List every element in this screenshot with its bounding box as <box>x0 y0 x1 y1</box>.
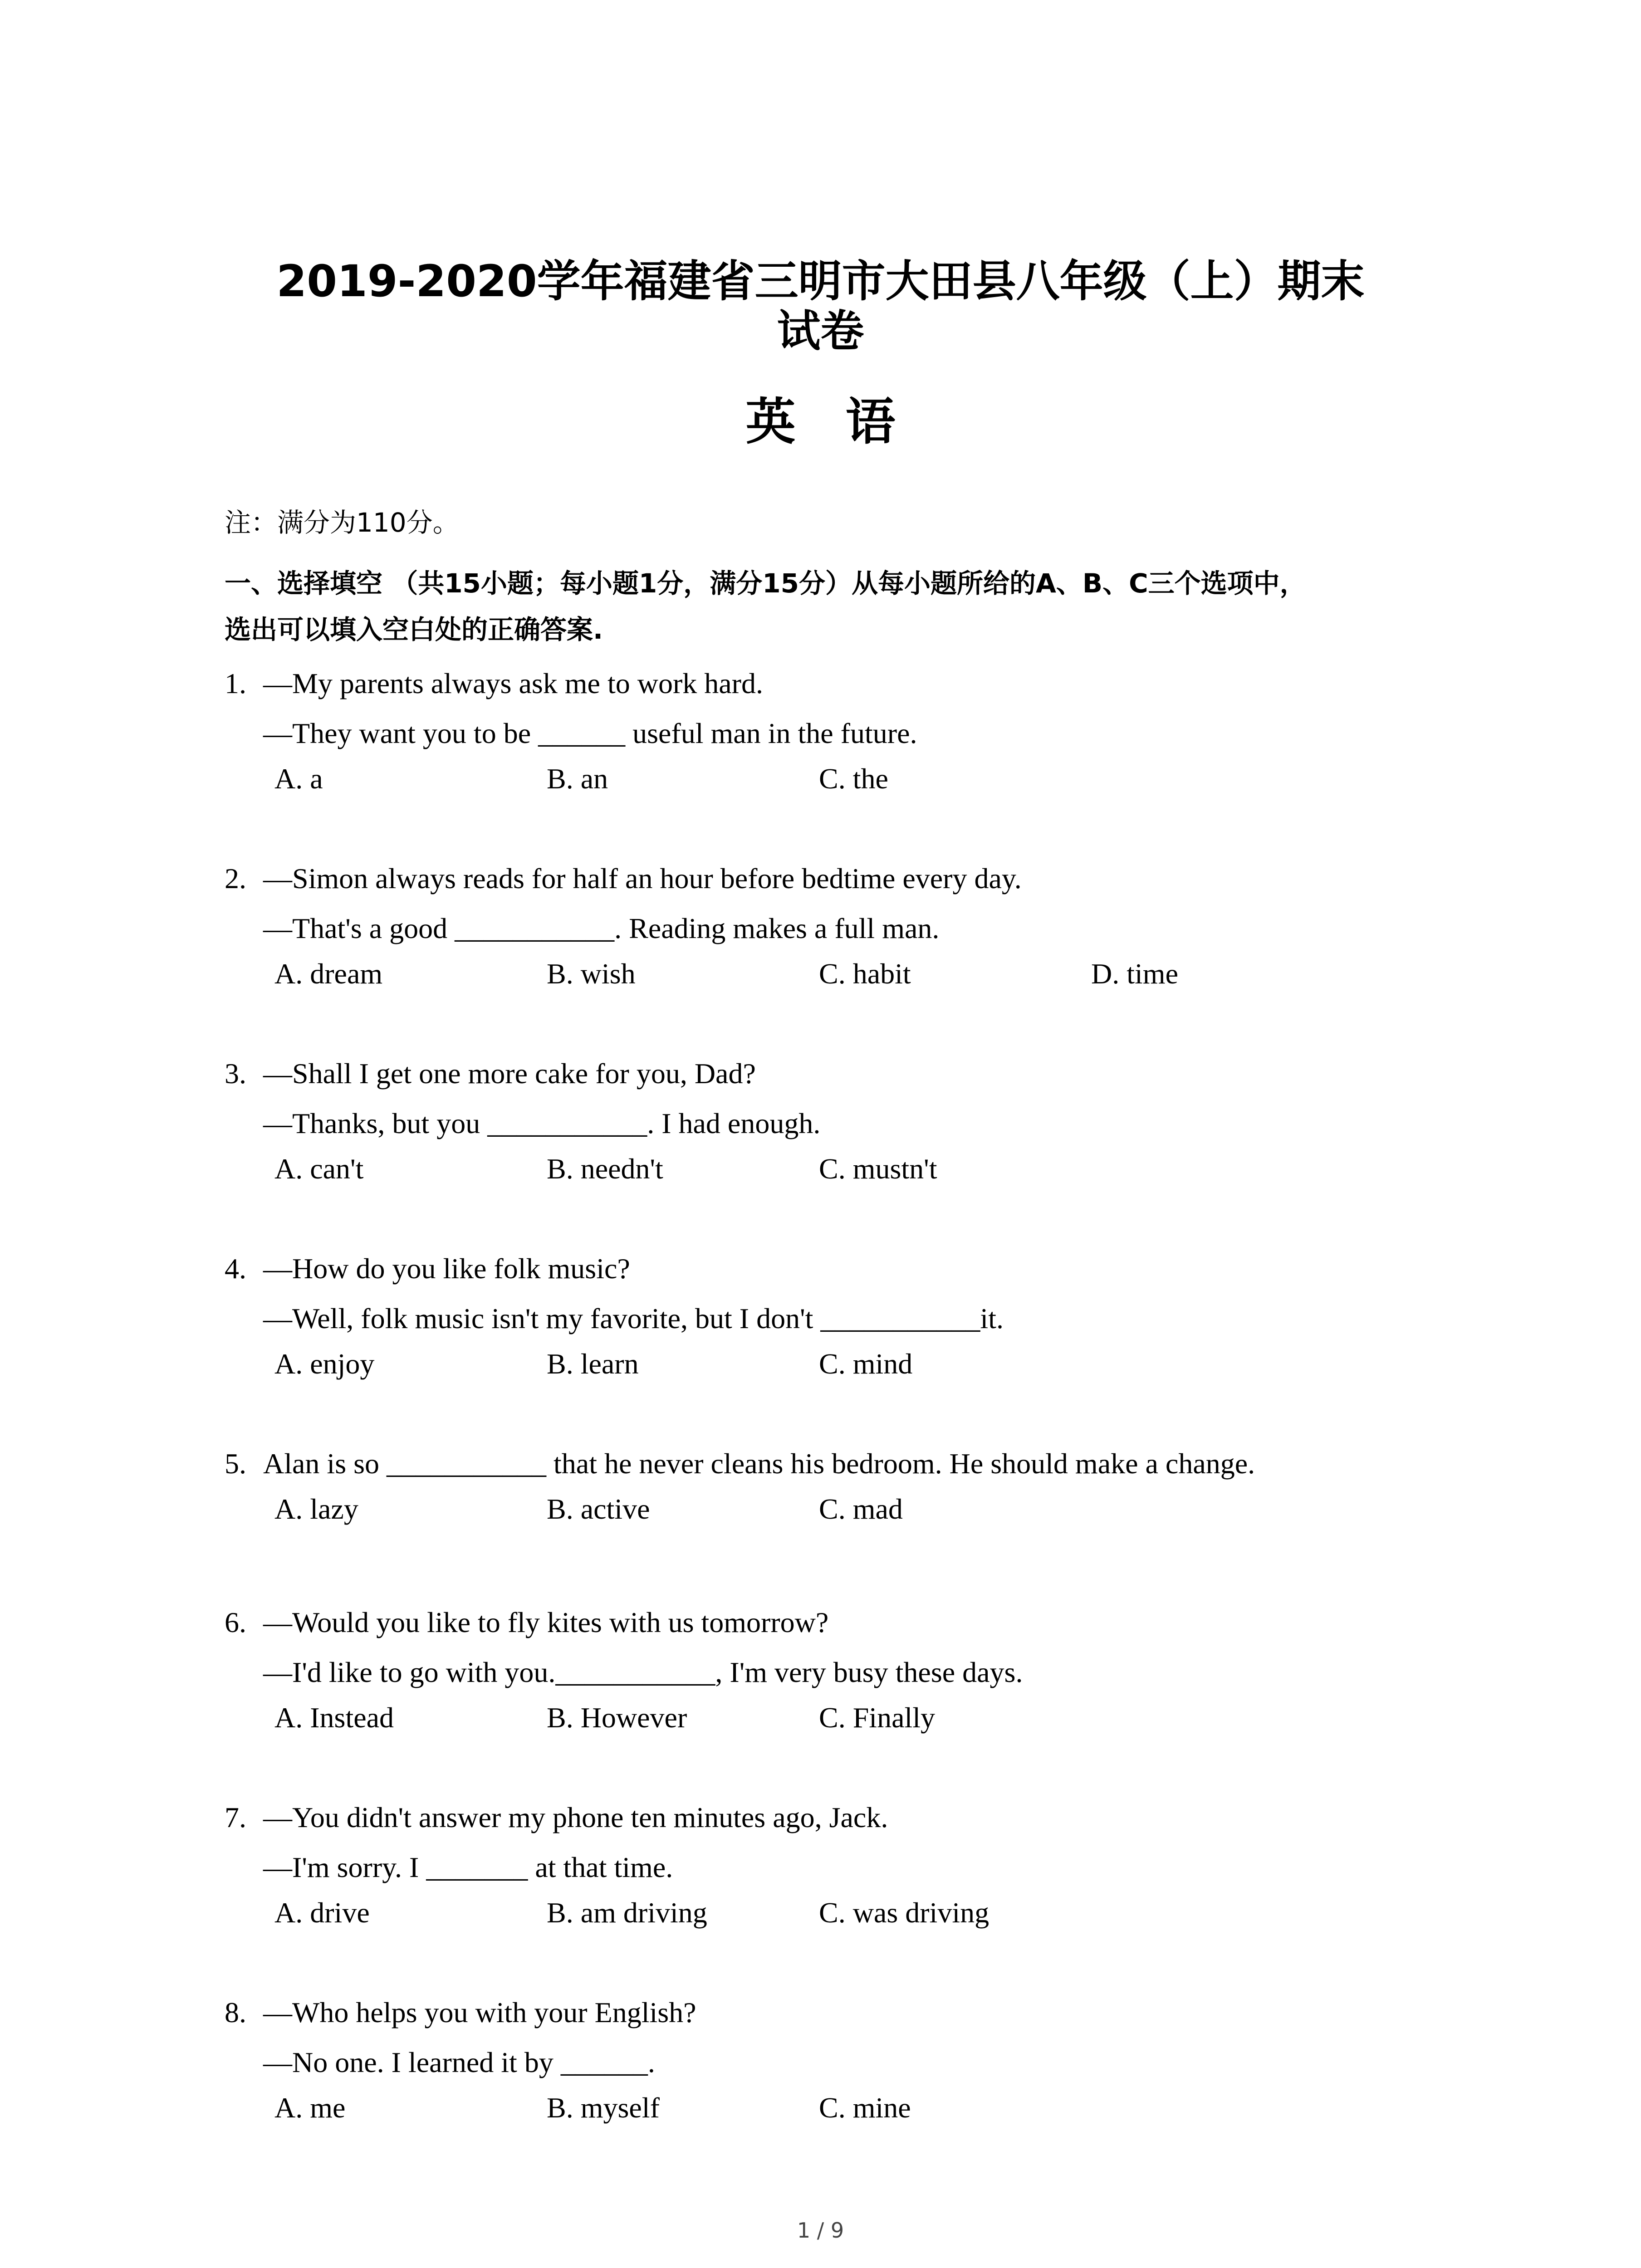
answer-option: B. needn't <box>547 1153 663 1185</box>
answer-option: B. myself <box>547 2092 660 2124</box>
answer-option: C. mustn't <box>819 1153 937 1185</box>
answer-option: A. enjoy <box>274 1348 375 1380</box>
question-number: 5. <box>225 1447 246 1480</box>
question-stem-line: —No one. I learned it by ______. <box>263 2046 655 2078</box>
question-stem-line: —Shall I get one more cake for you, Dad? <box>263 1057 756 1090</box>
question-stem-line: —Simon always reads for half an hour before bedtime every day. <box>263 862 1022 894</box>
answer-option: B. wish <box>547 958 636 990</box>
question-stem-line: —They want you to be ______ useful man in the future. <box>263 717 917 749</box>
question-number: 1. <box>225 667 246 699</box>
question-stem-line: —Who helps you with your English? <box>263 1996 696 2028</box>
answer-option: D. time <box>1091 958 1178 990</box>
answer-option: A. me <box>274 2092 346 2124</box>
section-instructions <box>225 560 1440 653</box>
question-stem-line: —You didn't answer my phone ten minutes ago, Jack. <box>263 1801 888 1833</box>
question-stem-line: —I'd like to go with you.___________, I'm very busy these days. <box>263 1656 1023 1688</box>
question-number: 4. <box>225 1252 246 1285</box>
answer-option: C. mind <box>819 1348 913 1380</box>
answer-option: A. drive <box>274 1897 370 1929</box>
question-stem-line: Alan is so ___________ that he never cleans his bedroom. He should make a change. <box>263 1447 1255 1480</box>
section-instructions-line2: 选出可以填入空白处的正确答案. <box>225 614 603 645</box>
question-number: 2. <box>225 862 246 894</box>
document-title-line2: 试卷 <box>777 306 864 357</box>
question-stem-line: —I'm sorry. I _______ at that time. <box>263 1851 673 1883</box>
question-number: 6. <box>225 1606 246 1638</box>
score-note: 注：满分为110分。 <box>225 507 459 538</box>
question-number: 3. <box>225 1057 246 1090</box>
answer-option: B. learn <box>547 1348 639 1380</box>
answer-option: A. a <box>274 763 323 795</box>
subject-heading: 英语 <box>745 393 945 451</box>
answer-option: A. Instead <box>274 1701 394 1734</box>
section-instructions-line1: 一、选择填空 （共15小题；每小题1分，满分15分）从每小题所给的A、B、C三个选项中， <box>225 568 1306 599</box>
question-stem-line: —Would you like to fly kites with us tomorrow? <box>263 1606 829 1638</box>
answer-option: C. the <box>819 763 888 795</box>
answer-option: A. lazy <box>274 1493 358 1525</box>
question-number: 7. <box>225 1801 246 1833</box>
question-stem-line: —Well, folk music isn't my favorite, but I don't ___________it. <box>263 1302 1004 1334</box>
answer-option: B. am driving <box>547 1897 707 1929</box>
question-stem-line: —Thanks, but you ___________. I had enough. <box>263 1107 821 1139</box>
answer-option: B. an <box>547 763 608 795</box>
question-stem-line: —That's a good ___________. Reading makes a full man. <box>263 912 940 944</box>
answer-option: B. However <box>547 1701 687 1734</box>
question-stem-line: —How do you like folk music? <box>263 1252 630 1285</box>
answer-option: C. mad <box>819 1493 903 1525</box>
answer-option: C. was driving <box>819 1897 989 1929</box>
answer-option: C. mine <box>819 2092 911 2124</box>
answer-option: A. dream <box>274 958 383 990</box>
answer-option: C. habit <box>819 958 911 990</box>
answer-option: A. can't <box>274 1153 364 1185</box>
page-number: 1 / 9 <box>797 2218 844 2243</box>
question-number: 8. <box>225 1996 246 2028</box>
question-stem-line: —My parents always ask me to work hard. <box>263 667 763 699</box>
answer-option: C. Finally <box>819 1701 936 1734</box>
document-title-line1: 2019-2020学年福建省三明市大田县八年级（上）期末 <box>276 256 1365 307</box>
answer-option: B. active <box>547 1493 650 1525</box>
